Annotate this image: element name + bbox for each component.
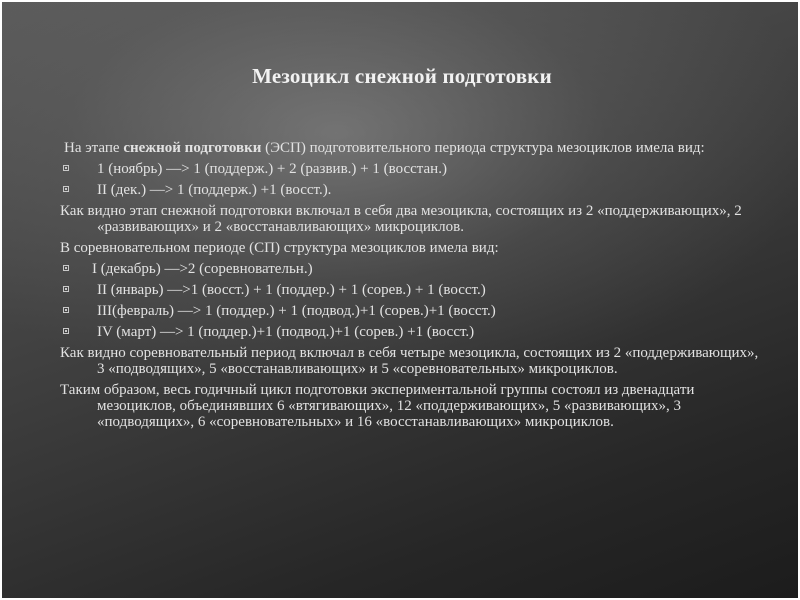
- sp-intro-paragraph: В соревновательном периоде (СП) структура мезоциклов имела вид:: [60, 240, 499, 256]
- list-item: I (декабрь) —>2 (соревновательн.): [60, 261, 760, 277]
- intro-paragraph: [60, 140, 760, 156]
- square-bullet-icon: [63, 328, 69, 334]
- list-item: 1 (ноябрь) —> 1 (поддерж.) + 2 (развив.) + 1 (восстан.): [60, 161, 760, 177]
- intro-prefix: На этапе: [64, 140, 124, 156]
- list-item: III(февраль) —> 1 (поддер.) + 1 (подвод.)+1 (сорев.)+1 (восст.): [60, 303, 760, 319]
- square-bullet-icon: [63, 286, 69, 292]
- list-item: IV (март) —> 1 (поддер.)+1 (подвод.)+1 (сорев.) +1 (восст.): [60, 324, 760, 340]
- intro-bold: снежной подготовки: [123, 140, 262, 156]
- conclusion-paragraph: Таким образом, весь годичный цикл подготовки экспериментальной группы состоял из двенадцати мезоциклов, объединявших 6 «втягивающих», 12 «поддерживающих», 5 «развивающих», 3 «подводящих», 6 «соревновательных» и 16 «восстанавливающих» микроциклов.: [60, 382, 695, 430]
- square-bullet-icon: [63, 186, 69, 192]
- sp-summary-paragraph: Как видно соревновательный период включал в себя четыре мезоцикла, состоящих из 2 «поддерживающих», 3 «подводящих», 5 «восстанавливающих» и 5 «соревновательных» микроциклов.: [60, 345, 759, 377]
- esp-summary-paragraph: Как видно этап снежной подготовки включал в себя два мезоцикла, состоящих из 2 «поддерживающих», 2 «развивающих» и 2 «восстанавливающих» микроциклов.: [60, 203, 742, 235]
- square-bullet-icon: [63, 307, 69, 313]
- slide-body: [60, 140, 760, 435]
- square-bullet-icon: [63, 265, 69, 271]
- intro-suffix: (ЭСП) подготовительного периода структура мезоциклов имела вид:: [261, 140, 705, 156]
- list-item: II (дек.) —> 1 (поддерж.) +1 (восст.).: [60, 182, 760, 198]
- list-item: II (январь) —>1 (восст.) + 1 (поддер.) + 1 (сорев.) + 1 (восст.): [60, 282, 760, 298]
- square-bullet-icon: [63, 165, 69, 171]
- slide-title: Мезоцикл снежной подготовки: [252, 64, 552, 88]
